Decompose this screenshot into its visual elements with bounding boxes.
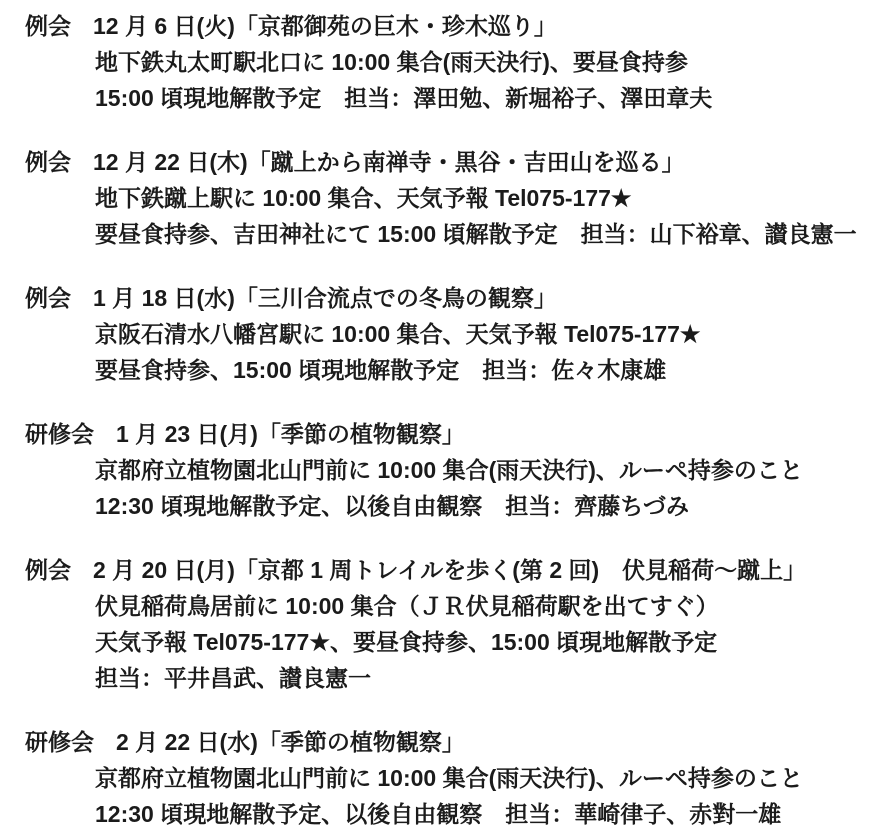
event-detail-line: 12:30 頃現地解散予定、以後自由観察 担当：齊藤ちづみ xyxy=(95,493,689,519)
event-section xyxy=(25,144,866,252)
event-heading-line xyxy=(25,280,866,316)
event-detail-line: 担当：平井昌武、讃良憲一 xyxy=(95,665,371,691)
event-section xyxy=(25,552,866,696)
event-detail-line: 京阪石清水八幡宮駅に 10:00 集合、天気予報 Tel075-177★ xyxy=(95,321,701,347)
event-heading-line xyxy=(25,8,866,44)
event-title: 2 月 22 日(水)「季節の植物観察」 xyxy=(116,729,465,755)
event-heading-line xyxy=(25,724,866,760)
event-detail-line: 伏見稲荷鳥居前に 10:00 集合（ＪＲ伏見稲荷駅を出てすぐ） xyxy=(95,593,719,619)
event-detail-line: 要昼食持参、15:00 頃現地解散予定 担当：佐々木康雄 xyxy=(95,357,667,383)
event-type-label: 研修会 xyxy=(25,729,94,755)
event-detail-line: 京都府立植物園北山門前に 10:00 集合(雨天決行)、ルーペ持参のこと xyxy=(95,765,803,791)
event-type-label: 例会 xyxy=(25,149,71,175)
event-detail-line: 天気予報 Tel075-177★、要昼食持参、15:00 頃現地解散予定 xyxy=(95,629,718,655)
event-section xyxy=(25,8,866,116)
event-detail-line: 要昼食持参、吉田神社にて 15:00 頃解散予定 担当：山下裕章、讃良憲一 xyxy=(95,221,857,247)
event-title: 1 月 23 日(月)「季節の植物観察」 xyxy=(116,421,465,447)
event-heading-line xyxy=(25,144,866,180)
event-title: 1 月 18 日(水)「三川合流点での冬鳥の観察」 xyxy=(93,285,557,311)
event-detail-line: 地下鉄蹴上駅に 10:00 集合、天気予報 Tel075-177★ xyxy=(95,185,632,211)
event-detail-line: 12:30 頃現地解散予定、以後自由観察 担当：華崎律子、赤對一雄 xyxy=(95,801,782,827)
event-type-label: 研修会 xyxy=(25,421,94,447)
event-title: 12 月 6 日(火)「京都御苑の巨木・珍木巡り」 xyxy=(93,13,557,39)
event-type-label: 例会 xyxy=(25,13,71,39)
event-title: 12 月 22 日(木)「蹴上から南禅寺・黒谷・吉田山を巡る」 xyxy=(93,149,685,175)
event-section xyxy=(25,280,866,388)
event-heading-line xyxy=(25,552,866,588)
event-type-label: 例会 xyxy=(25,557,71,583)
event-detail-line: 地下鉄丸太町駅北口に 10:00 集合(雨天決行)、要昼食持参 xyxy=(95,49,688,75)
event-type-label: 例会 xyxy=(25,285,71,311)
event-section xyxy=(25,724,866,832)
event-detail-line: 京都府立植物園北山門前に 10:00 集合(雨天決行)、ルーペ持参のこと xyxy=(95,457,803,483)
event-heading-line xyxy=(25,416,866,452)
event-title: 2 月 20 日(月)「京都 1 周トレイルを歩く(第 2 回) 伏見稲荷～蹴上」 xyxy=(93,557,807,583)
event-section xyxy=(25,416,866,524)
event-detail-line: 15:00 頃現地解散予定 担当：澤田勉、新堀裕子、澤田章夫 xyxy=(95,85,713,111)
